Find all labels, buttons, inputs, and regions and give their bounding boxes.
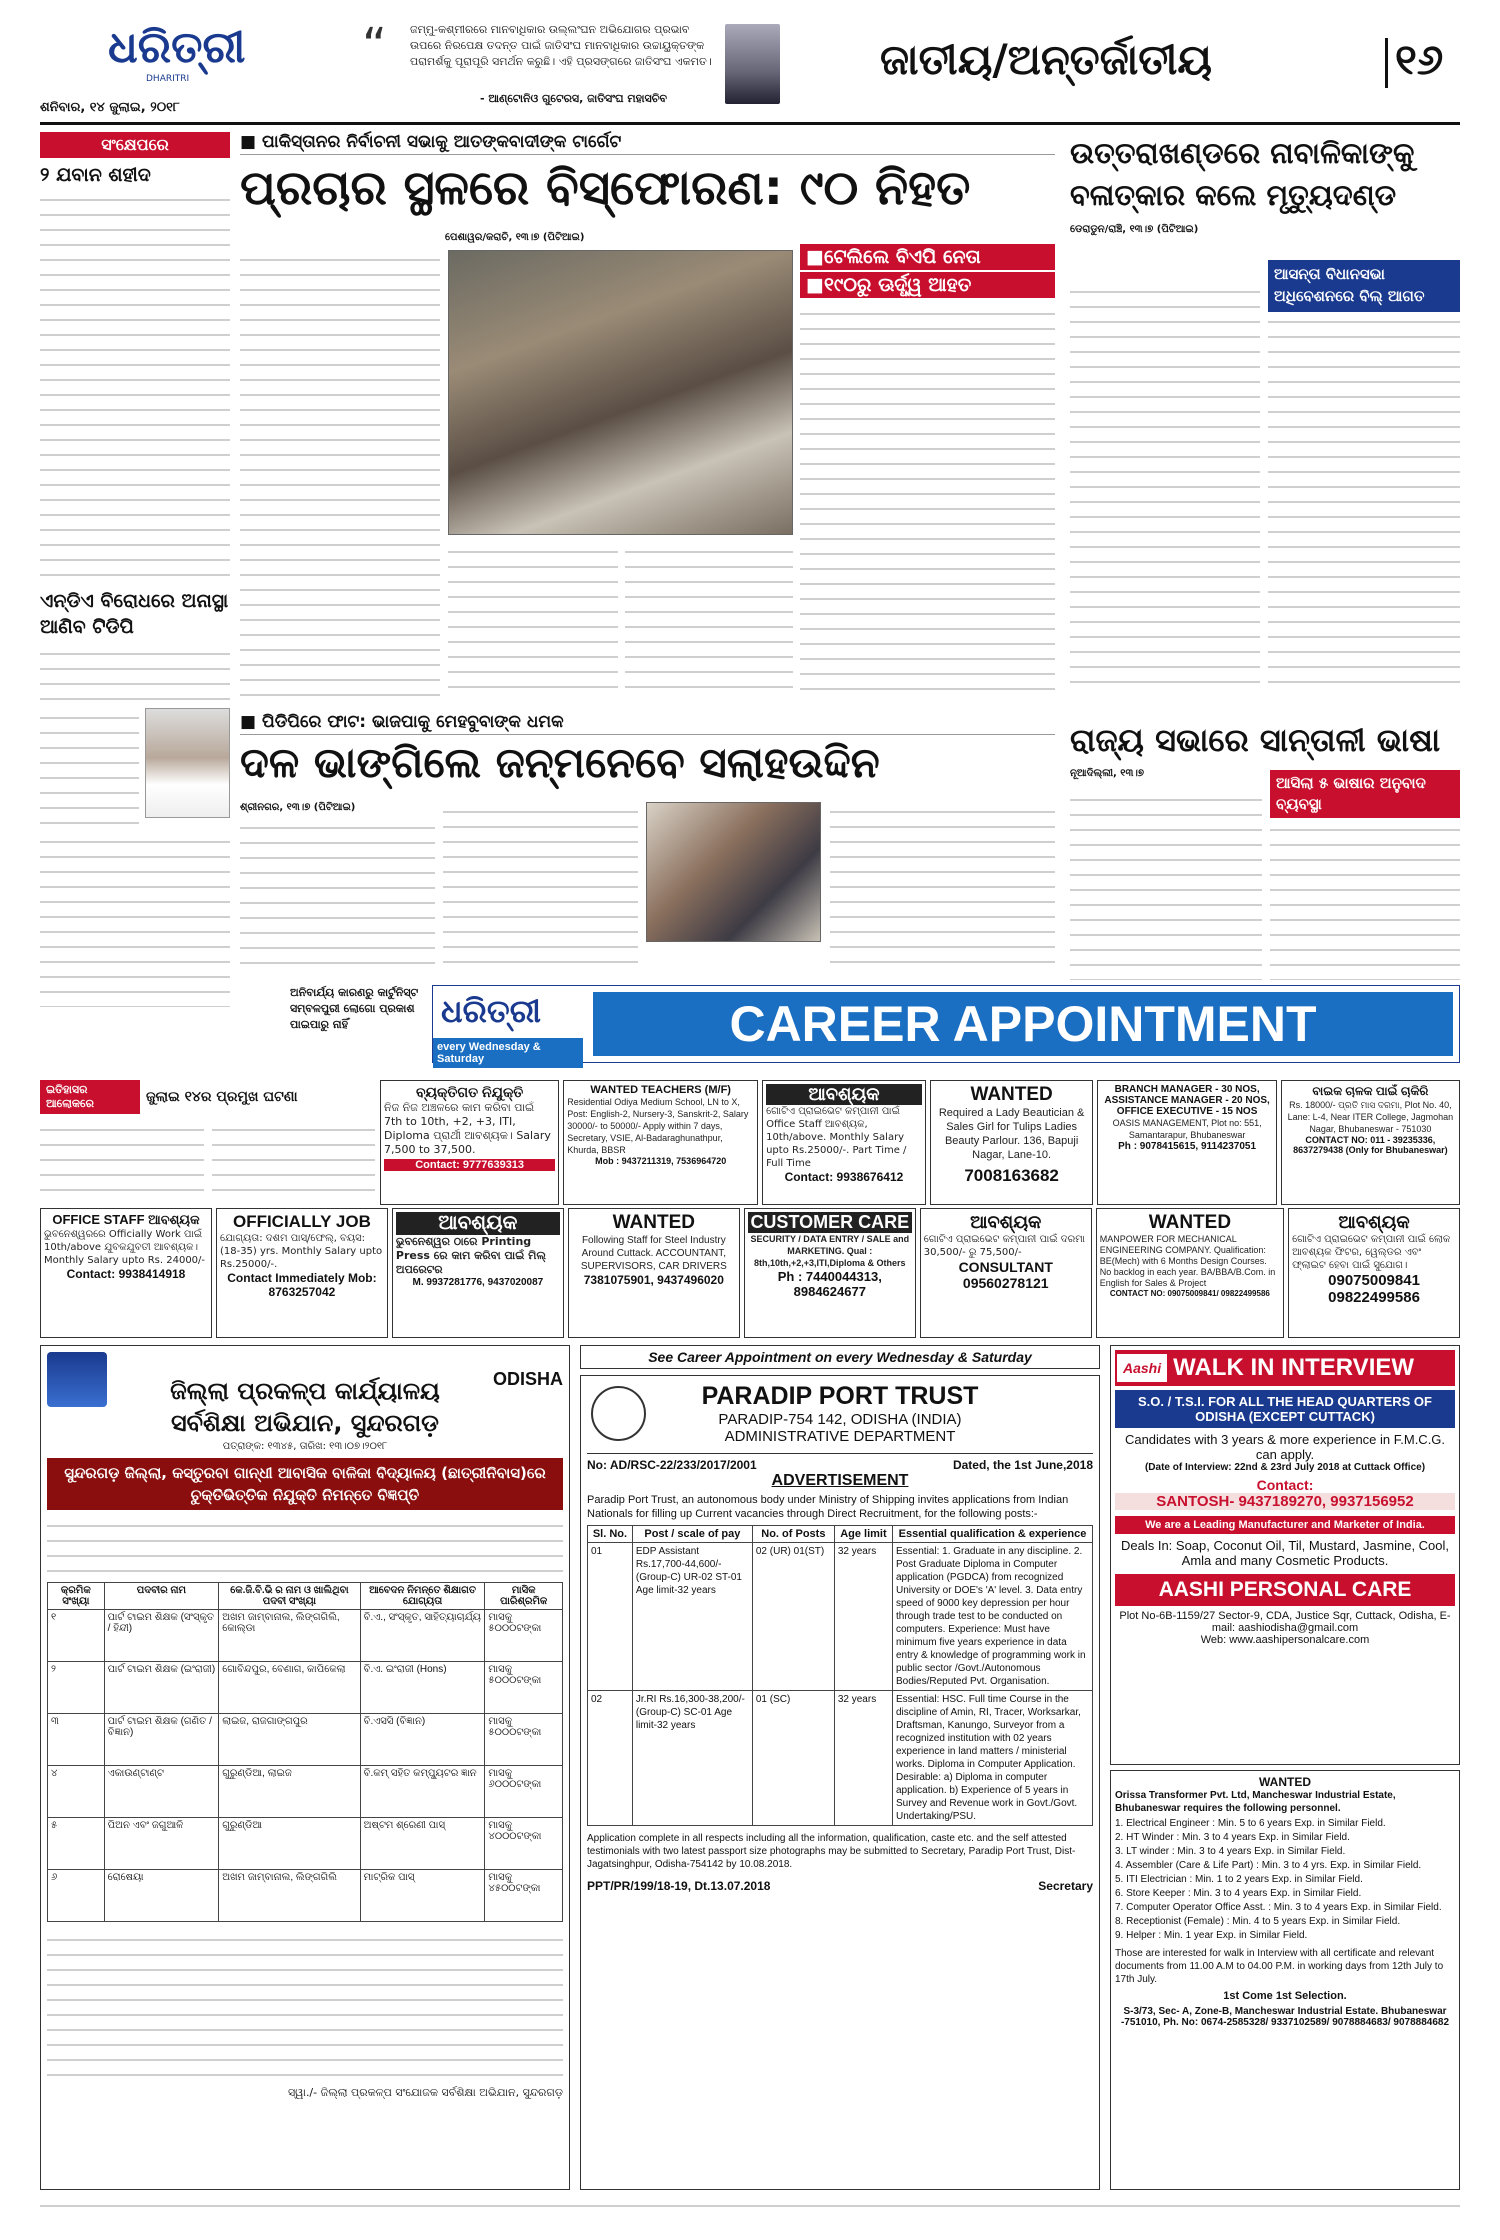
port-no: No: AD/RSC-22/233/2017/2001 [587,1458,757,1472]
ad-title: WANTED [970,1084,1053,1105]
story3-col-1 [240,818,435,973]
story4-dateline: ନୂଆଦିଲ୍ଲୀ, ୧୩।୭ [1070,768,1145,779]
org-title: ସର୍ବଶିକ୍ଷା ଅଭିଯାନ, ସୁନ୍ଦରଗଡ଼ [171,1409,439,1437]
vacancy-table [47,1582,563,1922]
ad-phone: Ph : 9078415615, 9114237051 [1118,1141,1257,1152]
section-divider [1385,38,1388,88]
table-cell: ପାର୍ଟ ଟାଇମ ଶିକ୍ଷକ (ଗଣିତ / ବିଜ୍ଞାନ) [104,1714,219,1766]
table-header: Age limit [834,1526,892,1543]
story3-col-2 [443,802,638,973]
table-cell: ୫ [48,1818,105,1870]
ad-consultant [920,1208,1092,1338]
otl-items [1115,1817,1455,1943]
table-cell: ପାର୍ଟ ଟାଇମ ଶିକ୍ଷକ (ଇଂରାଜୀ) [104,1662,219,1714]
section-title: ଜାତୀୟ/ଅନ୍ତର୍ଜାତୀୟ [880,35,1213,84]
ad-bike-rider [1281,1080,1460,1205]
port-addr: PARADIP-754 142, ODISHA (INDIA) [718,1411,962,1428]
itihas-tag: ଇତିହାସର ଆଲୋକରେ [40,1080,140,1114]
table-cell: ମାଟ୍ରିକ ପାସ୍ [360,1870,485,1922]
otl-addr: S-3/73, Sec- A, Zone-B, Mancheswar Industrial Estate. Bhubaneswar -751010, Ph. No: 0674-2585328/ 9337102589/ 9078884683/ 9078884682 [1120,2006,1450,2028]
story2-headline: ଉତ୍ତରାଖଣ୍ଡରେ ନାବାଳିକାଙ୍କୁ ବଳାତ୍କାର କଲେ ମୃତ୍ୟୁଦଣ୍ଡ [1070,136,1415,212]
table-cell: ୧ [48,1610,105,1662]
table-header: No. of Posts [752,1526,834,1543]
brief-text-4 [40,832,230,1007]
table-row [48,1610,563,1662]
ad-personal-job [380,1080,559,1205]
table-cell: Jr.RI Rs.16,300-38,200/- (Group-C) SC-01 Age limit-32 years [632,1691,752,1826]
quote-icon: “ [362,18,387,74]
story3-dateline: ଶ୍ରୀନଗର, ୧୩।୭ (ପିଟିଆଇ) [240,802,356,813]
itihas-title: ଜୁଲାଇ ୧୪ର ପ୍ରମୁଖ ଘଟଣା [146,1089,298,1105]
ad-phone: M. 9937281776, 9437020087 [412,1277,544,1288]
table-cell: ୬ [48,1870,105,1922]
otl-first: 1st Come 1st Selection. [1223,1990,1347,2002]
story3-col-3 [830,802,1055,973]
list-item: 1. Electrical Engineer : Min. 5 to 6 years Exp. in Similar Field. [1115,1818,1386,1829]
ad-body: SECURITY / DATA ENTRY / SALE and MARKETING. Qual : 8th,10th,+2,+3,ITI,Diploma & Others [750,1234,910,1268]
story-uttarakhand [1070,132,1460,712]
table-cell: ଗୁରୁଣ୍ଡିଆ [219,1818,360,1870]
table-cell: ପାର୍ଟ ଟାଇମ ଶିକ୍ଷକ (ସଂସ୍କୃତ / ହିନ୍ଦୀ) [104,1610,219,1662]
logo-sub: DHARITRI [146,74,190,84]
brief-text-2 [40,644,230,704]
brief-text-1 [40,190,230,580]
ads-row-1 [380,1080,1460,1205]
terms-text [47,1930,563,2080]
list-item: 9. Helper : Min. 1 year Exp. in Similar Field. [1115,1930,1308,1941]
ad-title: WANTED [612,1212,695,1233]
table-cell: EDP Assistant Rs.17,700-44,600/- (Group-C) UR-02 ST-01 Age limit-32 years [632,1543,752,1691]
naidu-photo [145,708,230,818]
story4-col-1 [1070,790,1262,980]
story-kicker: ■ ପାକିସ୍ତାନର ନିର୍ବାଚନୀ ସଭାକୁ ଆତଙ୍କବାଦୀଙ୍କ ଟାର୍ଗେଟ [240,132,1055,155]
story-col-3 [800,304,1055,700]
page-number: ୧୬ [1395,35,1444,84]
walkin-ad [1110,1345,1460,1765]
red-box-2-text: ୧୯୦ରୁ ଊର୍ଦ୍ଧ୍ୱ ଆହତ [823,274,972,296]
logo [108,20,298,85]
ad-body: ଗୋଟିଏ ପ୍ରାଇଭେଟ କମ୍ପାନୀ ପାଇଁ ଲୋକ ଆବଶ୍ୟକ ଫିଟର, ୱେଲ୍ଡର ଏବଂ ଫ୍ଲାଇଟ ହେବା ପାଇଁ ସୁଯୋଗ। [1292,1234,1451,1271]
ad-body: ଗୋଟିଏ ପ୍ରାଇଭେଟ କମ୍ପାନୀ ପାଇଁ Office Staff ଆବଶ୍ୟକ, 10th/above. Monthly Salary upto Rs.25000/-. Part Time / Full Time [766,1106,907,1169]
table-row [588,1543,1093,1691]
story3-kicker: ■ ପିଡିପିରେ ଫାଟ: ଭାଜପାକୁ ମେହବୁବାଙ୍କ ଧମକ [240,712,1055,735]
walkin-mfr: We are a Leading Manufacturer and Marketer of India. [1115,1516,1455,1534]
story-col-1 [240,250,440,700]
list-item: 7. Computer Operator Office Asst. : Min. 3 to 4 years Exp. in Similar Field. [1115,1902,1442,1913]
itihas-col-1 [40,1120,204,1200]
ad-officially-job [216,1208,388,1338]
career-logo: ଧରିତ୍ରୀ [441,992,541,1030]
story4-headline: ରାଜ୍ୟ ସଭାରେ ସାନ୍ତାଳୀ ଭାଷା [1070,721,1441,759]
signature: ସ୍ୱା./- ଜିଲ୍ଲା ପ୍ରକଳ୍ପ ସଂଯୋଜକ ସର୍ବଶିକ୍ଷା ଅଭିଯାନ, ସୁନ୍ଦରଗଡ଼ [287,2086,563,2099]
port-intro: Paradip Port Trust, an autonomous body under Ministry of Shipping invites applications from Indian Nationals for filling up Current vacancies through Direct Recruitment, for the following posts:- [587,1494,1069,1520]
ad-title: OFFICE STAFF ଆବଶ୍ୟକ [52,1212,200,1227]
port-dated: Dated, the 1st June,2018 [952,1458,1093,1472]
blast-photo [448,250,793,535]
table-header: କେ.ଜି.ବି.ଭି ର ନାମ ଓ ଖାଲିଥିବା ପଦବୀ ସଂଖ୍ୟା [219,1583,360,1610]
table-cell: ଅଷ୍ଟମ ଶ୍ରେଣୀ ପାସ୍ [360,1818,485,1870]
table-cell: ଗୋବିନ୍ଦପୁର, ବେଣାଗ, କାପିକେଲା [219,1662,360,1714]
walkin-title: WALK IN INTERVIEW [1173,1354,1415,1381]
office-title: ଜିଲ୍ଲା ପ୍ରକଳ୍ପ କାର୍ଯ୍ୟାଳୟ [170,1377,440,1405]
ad-phone: Mob : 9437211319, 7536964720 [595,1156,727,1166]
ad-title: ଆବଶ୍ୟକ [970,1212,1042,1232]
table-cell: 32 years [834,1691,892,1826]
table-row [48,1818,563,1870]
itihas-block [40,1080,375,1200]
ad-title: BRANCH MANAGER - 30 NOS, ASSISTANCE MANAGER - 20 NOS, OFFICE EXECUTIVE - 15 NOS [1104,1084,1270,1117]
odisha-logo: ODISHA [492,1369,563,1389]
story-pakistan [240,132,1055,702]
table-cell: ଲାଇଜ, ରାଜଗାଙ୍ଗପୁର [219,1714,360,1766]
ad-beautician [930,1080,1094,1205]
table-cell: ଗୁରୁଣ୍ଡିଆ, ଲାଇଜ [219,1766,360,1818]
story3-headline: ଦଳ ଭାଙ୍ଗିଲେ ଜନ୍ମନେବେ ସଲାହଉଦ୍ଦିନ [240,738,880,787]
ad-phone: Contact: 9777639313 [384,1159,555,1171]
ad-body: ଭୁବନେଶ୍ୱରରେ Officially Work ପାଇଁ 10th/above ଯୁବକଯୁବତୀ ଆବଶ୍ୟକ। Monthly Salary upto Rs. 24000/- [44,1229,206,1266]
walkin-deals: Deals In: Soap, Coconut Oil, Til, Mustard, Jasmine, Cool, Amla and many Cosmetic Products. [1120,1538,1450,1568]
table-header: Essential qualification & experience [893,1526,1093,1543]
ad-title: WANTED TEACHERS (M/F) [590,1084,731,1096]
ad-oasis [1097,1080,1276,1205]
ad-body: Rs. 18000/- ପ୍ରତି ମାସ ଦରମା, Plot No. 40, Lane: L-4, Near ITER College, Jagmohan Nagar, Bhubaneswar - 751030 [1287,1100,1454,1134]
ad-body: ନିଜ ନିଜ ଅଞ୍ଚଳରେ କାମ କରିବା ପାଇଁ 7th to 10th, +2, +3, ITI, Diploma ପ୍ରାର୍ଥୀ ଆବଶ୍ୟକ। Salary 7,500 to 37,500. [384,1101,551,1156]
table-cell: 01 (SC) [752,1691,834,1826]
masthead-rule [40,122,1460,125]
logo-text: ଧରିତ୍ରୀ [108,22,246,73]
ad-fitter [1288,1208,1460,1338]
table-header: କ୍ରମିକ ସଂଖ୍ୟା [48,1583,105,1610]
story-col-2a [448,542,618,700]
red-box-1-text: ଟେଲିଲେ ବିଏପି ନେତା [823,246,981,268]
table-cell: Essential: HSC. Full time Course in the discipline of Amin, RI, Tracer, Worksarkar, Draftsman, Kanungo, Surveyor from a recognized institution with 02 years experience in land matters / ministerial works. Diploma in Computer Application. Desirable: a) Diploma in computer application. b) Experience of 5 years in Survey and Revenue work in Govt./Govt. Undertaking/PSU. [893,1691,1093,1826]
table-cell: 01 [588,1543,633,1691]
paradip-ad [580,1375,1100,2190]
list-item: 2. HT Winder : Min. 3 to 4 years Exp. in Similar Field. [1115,1832,1350,1843]
walkin-web: Web: www.aashipersonalcare.com [1200,1634,1370,1646]
table-cell: ୨ [48,1662,105,1714]
story2-box: ଆସନ୍ତା ବିଧାନସଭା ଅଧିବେଶନରେ ବିଲ୍ ଆଗତ [1268,260,1460,332]
ad-body: ଗୋଟିଏ ପ୍ରାଇଭେଟ କମ୍ପାନୀ ପାଇଁ ଦରମା 30,500/- ରୁ 75,500/- [923,1234,1085,1258]
port-seal [591,1386,646,1441]
table-cell: ଏକାଉଣ୍ଟାଣ୍ଟ [104,1766,219,1818]
ad-wanted-teachers [563,1080,758,1205]
otl-company: Orissa Transformer Pvt. Ltd, Mancheswar Industrial Estate, Bhubaneswar requires the following personnel. [1115,1790,1396,1814]
ad-title: WANTED [1148,1212,1232,1233]
ad-office-staff-2 [40,1208,212,1338]
table-cell: 02 (UR) 01(ST) [752,1543,834,1691]
list-item: 8. Receptionist (Female) : Min. 4 to 5 years Exp. in Similar Field. [1115,1916,1401,1927]
ad-body: MANPOWER FOR MECHANICAL ENGINEERING COMPANY. Qualification: BE(Mech) with 6 Months Design Courses. No backlog in each year. BA/BBA/B.Com. in English for Sales & Project [1099,1234,1276,1288]
table-cell: ପିଅନ ଏବଂ ଜଗୁଆଳି [104,1818,219,1870]
ad-body: Required a Lady Beautician & Sales Girl for Tulips Ladies Beauty Parlour. 136, Bapuji Nagar, Lane-10. [938,1107,1085,1161]
ad-office-staff [762,1080,926,1205]
walkin-company: AASHI PERSONAL CARE [1115,1574,1455,1606]
quote-author: - ଆଣ୍ଟୋନିଓ ଗୁଟେରସ, ଜାତିସଂଘ ମହାସଚିବ [480,92,668,105]
ad-body: Following Staff for Steel Industry Around Cuttack. ACCOUNTANT, SUPERVISORS, CAR DRIVERS [580,1235,727,1272]
table-cell: ବି.ଏ., ସଂସ୍କୃତ, ସାହିତ୍ୟାଚାର୍ଯ୍ୟ [360,1610,485,1662]
port-ref: PPT/PR/199/18-19, Dt.13.07.2018 [587,1879,771,1893]
story-santali [1070,718,1460,983]
red-box-1: ■ଟେଲିଲେ ବିଏପି ନେତା [800,244,1055,270]
table-header: Sl. No. [588,1526,633,1543]
ad-phone: Contact Immediately Mob: 8763257042 [227,1271,377,1299]
table-header: ମାସିକ ପାରିଶ୍ରମିକ [485,1583,563,1610]
ad-body: ଯୋଗ୍ୟତା: ଦଶମ ପାସ୍/ଫେଲ୍, ବୟସ: (18-35) yrs. Monthly Salary upto Rs.25000/-. [219,1233,383,1270]
brief-column [40,132,230,982]
ad-phone: CONSULTANT 09560278121 [958,1259,1053,1291]
table-cell: ମାସକୁ ୫୦୦୦ଟଙ୍କା [485,1714,563,1766]
table-cell: Essential: 1. Graduate in any discipline. 2. Post Graduate Diploma in Computer application (PGDCA) from recognized University or DOE's 'A' level. 3. Data entry speed of 9000 key depression per hour through trade test to be conducted on computers. Experience: Must have minimum five years experience in data entry & knowledge of programming work in public sector /Govt./Autonomous Bodies/Reputed Pvt. Organisation. [893,1543,1093,1691]
ad-mechanical [1096,1208,1284,1338]
mehbooba-photo [646,802,821,942]
port-table [587,1525,1093,1826]
otl-ad [1110,1770,1460,2190]
ref-line: ପତ୍ରାଙ୍କ: ୧୩୪୫, ତାରିଖ: ୧୩।୦୭।୨୦୧୮ [222,1441,388,1452]
walkin-contact: SANTOSH- 9437189270, 9937156952 [1115,1493,1455,1510]
table-cell: 32 years [834,1543,892,1691]
port-foot: Application complete in all respects including all the information, qualification, caste etc. and the self attested testimonials with two latest passport size photographs may be submitted to Secretary, Paradip Port Trust, Dist- Jagatsinghpur, Odisha-754142 by 10.08.2018. [587,1833,1076,1870]
walkin-addr: Plot No-6B-1159/27 Sector-9, CDA, Justice Sqr, Cuttack, Odisha, E-mail: aashiodisha@gmail.com [1119,1610,1451,1634]
masthead [0,0,1500,125]
ad-phone: 7008163682 [964,1166,1059,1185]
list-item: 6. Store Keeper : Min. 3 to 4 years Exp. in Similar Field. [1115,1888,1362,1899]
ads-row-2 [40,1208,1460,1338]
table-cell: ମାସକୁ ୪୫୦୦ଟଙ୍କା [485,1870,563,1922]
table-row [48,1766,563,1818]
table-cell: ମାସକୁ ୫୦୦୦ଟଙ୍କା [485,1662,563,1714]
walkin-date: (Date of Interview: 22nd & 23rd July 2018 at Cuttack Office) [1144,1462,1426,1473]
ad-phone: 7381075901, 9437496020 [583,1273,724,1287]
table-row [588,1691,1093,1826]
ad-title: CUSTOMER CARE [748,1212,912,1233]
ad-body: ଭୁବନେଶ୍ୱର ଠାରେ Printing Press ରେ କାମ କରିବା ପାଇଁ ମିଲ୍ ଅପରେଟର [395,1235,546,1276]
table-cell: ଅଖମ ଜାମ୍ବାନାଲ, ଲିଙ୍ଗଗିଲି [219,1870,360,1922]
itihas-col-2 [212,1120,376,1200]
table-cell: ୪ [48,1766,105,1818]
see-career-line: See Career Appointment on every Wednesday & Saturday [580,1345,1100,1369]
sundargarh-ad [40,1345,570,2190]
ad-phone: Contact: 9938676412 [784,1170,904,1184]
brief-headline-2: ଏନ୍‌ଡିଏ ବିରୋଧରେ ଅନାସ୍ଥା ଆଣିବ ଟିଡିପି [40,590,229,638]
table-cell: ମାସକୁ ୫୦୦୦ଟଙ୍କା [485,1610,563,1662]
brief-text-3 [40,708,139,828]
story-pdp [240,712,1055,977]
ad-title: ଆବଶ୍ୟକ [766,1084,922,1105]
story2-col-1 [1070,282,1260,692]
table-row [48,1662,563,1714]
table-header: Post / scale of pay [632,1526,752,1543]
table-header: ପଦବୀର ନାମ [104,1583,219,1610]
ad-title: ବ୍ୟକ୍ତିଗତ ନିଯୁକ୍ତି [415,1084,524,1100]
aashi-logo: Aashi [1117,1354,1167,1382]
table-row [48,1714,563,1766]
table-cell: ମାସକୁ ୪୦୦୦ଟଙ୍କା [485,1818,563,1870]
ad-phone: CONTACT NO: 011 - 39235336, 8637279438 (Only for Bhubaneswar) [1293,1135,1448,1155]
story2-col-2 [1268,312,1460,692]
otl-note: Those are interested for walk in Interview with all certificate and relevant documents from 11.00 A.M to 04.00 P.M. in working days from 12th July to 17th July. [1115,1948,1444,1985]
table-cell: ବି.ଏସସି (ବିଜ୍ଞାନ) [360,1714,485,1766]
ad-phone: 09075009841 09822499586 [1328,1272,1420,1306]
author-photo [725,24,780,104]
story-col-2b [625,542,793,700]
table-cell: ବି.କମ୍ ସହିତ କମ୍ପ୍ୟୁଟର ଜ୍ଞାନ [360,1766,485,1818]
otl-title: WANTED [1259,1775,1311,1789]
ad-phone: Contact: 9938414918 [66,1267,186,1281]
ad-phone: Ph : 7440044313, 8984624677 [777,1269,882,1299]
list-item: 4. Assembler (Care & Life Part) : Min. 3 to 4 yrs. Exp. in Similar Field. [1115,1860,1422,1871]
port-dept: ADMINISTRATIVE DEPARTMENT [724,1428,956,1445]
ad-customer-care [744,1208,916,1338]
ad-printing-press [392,1208,564,1338]
port-adv: ADVERTISEMENT [771,1472,909,1489]
ad-body: Residential Odiya Medium School, LN to X, Post: English-2, Nursery-3, Sanskrit-2, Salary 30000/- to 50000/- Apply within 7 days, Secretary, VSIE, Al-Badaraghunathpur, Khurda, BBSR [567,1097,749,1155]
hockey-logo [47,1352,107,1407]
walkin-contact-label: Contact: [1256,1477,1314,1493]
list-item: 5. ITI Electrician : Min. 1 to 2 years Exp. in Similar Field. [1115,1874,1363,1885]
banner: ସୁନ୍ଦରଗଡ଼ ଜିଲ୍ଲା, କସ୍ତୁରବା ଗାନ୍ଧୀ ଆବାସିକ ବାଳିକା ବିଦ୍ୟାଳୟ (ଛାତ୍ରୀନିବାସ)ରେ ଚୁକ୍ତିଭିତ୍ତିକ ନିଯୁକ୍ତି ନିମନ୍ତେ ବିଜ୍ଞପ୍ତି [47,1458,563,1510]
brief-tag: ସଂକ୍ଷେପରେ [40,132,230,158]
story3-kicker-text: ପିଡିପିରେ ଫାଟ: ଭାଜପାକୁ ମେହବୁବାଙ୍କ ଧମକ [261,712,564,732]
table-cell: ଅଖମ ଜାମ୍ବାନାଲ, ଲିଙ୍ଗଗିଲି, କୋଲ୍ଡା [219,1610,360,1662]
table-cell: ରୋଷେୟା [104,1870,219,1922]
story4-col-2 [1270,820,1460,980]
red-box-2: ■୧୯୦ରୁ ଊର୍ଦ୍ଧ୍ୱ ଆହତ [800,272,1055,298]
table-header: ଆବେଦନ ନିମନ୍ତେ ଶିକ୍ଷାଗତ ଯୋଗ୍ୟତା [360,1583,485,1610]
port-secretary: Secretary [1038,1879,1093,1893]
story-headline: ପ୍ରଚାର ସ୍ଥଳରେ ବିସ୍ଫୋରଣ: ୯୦ ନିହତ [240,160,971,216]
ad-title: ବାଇକ ଚାଳକ ପାଇଁ ଚାକିରି [1312,1084,1429,1098]
story4-box: ଆସିଲା ୫ ଭାଷାର ଅନୁବାଦ ବ୍ୟବସ୍ଥା [1270,770,1460,818]
quote-text: ଜମ୍ମୁ-କଶ୍ମୀରରେ ମାନବାଧିକାର ଉଲ୍ଲଂଘନ ଅଭିଯୋଗର ପ୍ରଭାବ ଉପରେ ନିରପେକ୍ଷ ତଦନ୍ତ ପାଇଁ ଜାତିସଂଘ ମାନବାଧିକାର ଉଚ୍ଚାୟୁକ୍ତଙ୍କ ପରାମର୍ଶକୁ ପୂରାପୂରି ସମର୍ଥନ କରୁଛି। ଏହି ପ୍ରସଙ୍ଗରେ ଜାତିସଂଘ ଏକମତ। [410,23,712,68]
teaser: ଅନିବାର୍ଯ୍ୟ କାରଣରୁ କାର୍ଟୁନିସ୍ଟ ସମ୍ବଳପୁରୀ ଲୋଗୋ ପ୍ରକାଶ ପାଇପାରୁ ନାହିଁ [290,986,419,1031]
walkin-for: S.O. / T.S.I. FOR ALL THE HEAD QUARTERS OF ODISHA (EXCEPT CUTTACK) [1115,1390,1455,1428]
ad-title: OFFICIALLY JOB [232,1212,371,1231]
port-name: PARADIP PORT TRUST [701,1382,979,1410]
table-cell: 02 [588,1691,633,1826]
table-row [48,1870,563,1922]
intro-text [47,1516,563,1576]
ad-title: ଆବଶ୍ୟକ [1338,1212,1410,1232]
career-sub: every Wednesday & Saturday [433,1038,583,1068]
masthead-date: ଶନିବାର, ୧୪ ଜୁଲାଇ, ୨୦୧୮ [40,100,180,115]
dateline: ପେଶାୱର/କରାଚି, ୧୩।୭ (ପିଟିଆଇ) [445,232,585,243]
story-kicker-text: ପାକିସ୍ତାନର ନିର୍ବାଚନୀ ସଭାକୁ ଆତଙ୍କବାଦୀଙ୍କ ଟାର୍ଗେଟ [261,132,622,152]
story2-dateline: ଡେରାଡୁନ/ରାଞ୍ଚି, ୧୩।୭ (ପିଟିଆଇ) [1070,224,1199,235]
ad-phone: CONTACT NO: 09075009841/ 09822499586 [1109,1289,1270,1298]
bottom-strip [40,2196,1460,2210]
career-banner [432,985,1460,1063]
walkin-cand: Candidates with 3 years & more experience in F.M.C.G. can apply. [1124,1432,1446,1462]
ad-body: OASIS MANAGEMENT, Plot no: 551, Samantarapur, Bhubaneswar [1112,1118,1262,1140]
career-title: CAREER APPOINTMENT [593,992,1453,1056]
list-item: 3. LT winder : Min. 3 to 4 years Exp. in Similar Field. [1115,1846,1346,1857]
ad-title: ଆବଶ୍ୟକ [396,1212,560,1235]
table-cell: ବି.ଏ. ଇଂରାଜୀ (Hons) [360,1662,485,1714]
table-cell: ମାସକୁ ୬୦୦୦ଟଙ୍କା [485,1766,563,1818]
brief-headline-1: ୨ ଯବାନ ଶହୀଦ [40,164,151,186]
ad-steel-industry [568,1208,740,1338]
table-cell: ୩ [48,1714,105,1766]
